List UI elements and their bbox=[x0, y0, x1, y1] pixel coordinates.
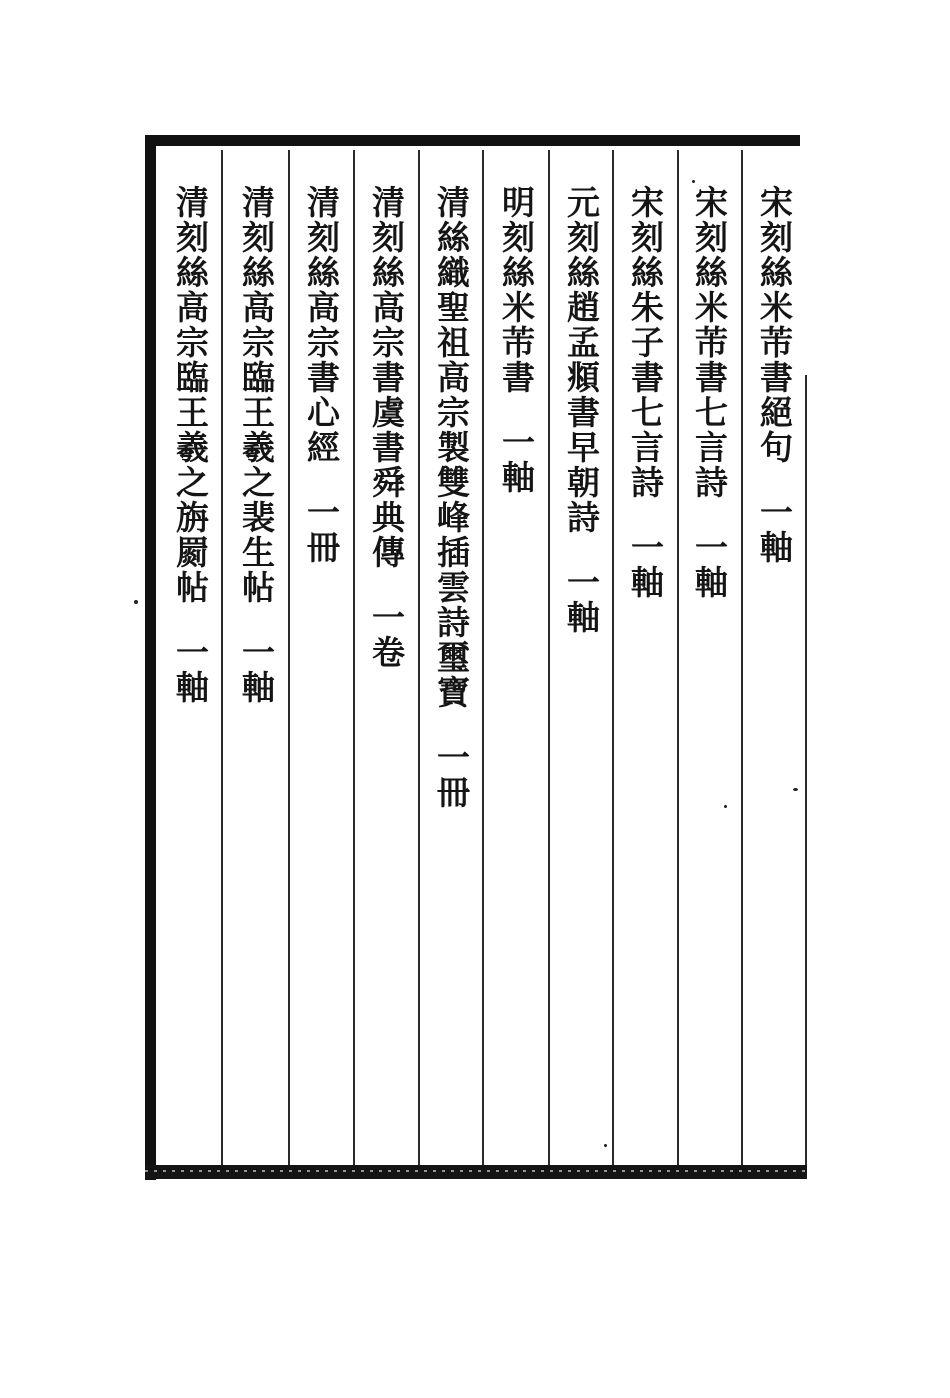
ink-speck bbox=[724, 805, 727, 808]
column-divider bbox=[741, 150, 743, 1165]
ink-speck bbox=[692, 180, 695, 183]
entry-line bbox=[368, 185, 404, 670]
entry-quantity: 一軸 bbox=[562, 565, 601, 635]
column-divider bbox=[353, 150, 355, 1165]
entry-title: 宋刻絲米芾書七言詩 bbox=[690, 185, 729, 500]
column-divider bbox=[288, 150, 290, 1165]
entry-title: 清絲織聖祖高宗製雙峰插雲詩璽寶 bbox=[432, 185, 471, 710]
entry-quantity: 一軸 bbox=[690, 530, 729, 600]
entry-line bbox=[691, 185, 727, 600]
entry-title: 元刻絲趙孟頫書早朝詩 bbox=[562, 185, 601, 535]
entry-title: 明刻絲米芾書 bbox=[497, 185, 536, 395]
column-divider bbox=[612, 150, 614, 1165]
entry-quantity: 一卷 bbox=[367, 600, 406, 670]
entry-quantity: 一軸 bbox=[237, 635, 276, 705]
column-divider bbox=[548, 150, 550, 1165]
ink-speck bbox=[793, 788, 798, 791]
entry-line bbox=[756, 185, 792, 565]
top-border bbox=[145, 135, 800, 146]
entry-title: 宋刻絲米芾書絕句 bbox=[755, 185, 794, 465]
entry-line bbox=[172, 185, 208, 705]
entry-quantity: 一軸 bbox=[171, 635, 210, 705]
ink-speck bbox=[604, 1144, 607, 1147]
column-divider bbox=[677, 150, 679, 1165]
entry-line bbox=[433, 185, 469, 810]
entry-title: 清刻絲高宗臨王羲之裴生帖 bbox=[237, 185, 276, 605]
right-edge-line bbox=[805, 375, 807, 1165]
column-divider bbox=[418, 150, 420, 1165]
entry-title: 宋刻絲朱子書七言詩 bbox=[626, 185, 665, 500]
entry-title: 清刻絲高宗書心經 bbox=[302, 185, 341, 465]
entry-title: 清刻絲高宗書虞書舜典傳 bbox=[367, 185, 406, 570]
left-border bbox=[145, 140, 156, 1180]
ink-speck bbox=[134, 600, 138, 604]
entry-quantity: 一軸 bbox=[755, 495, 794, 565]
entry-line bbox=[498, 185, 534, 495]
bottom-border bbox=[145, 1165, 807, 1179]
column-divider bbox=[221, 150, 223, 1165]
entry-quantity: 一軸 bbox=[626, 530, 665, 600]
entry-quantity: 一冊 bbox=[302, 495, 341, 565]
entry-quantity: 一軸 bbox=[497, 425, 536, 495]
entry-line bbox=[563, 185, 599, 635]
entry-line bbox=[303, 185, 339, 565]
entry-line bbox=[238, 185, 274, 705]
entry-quantity: 一冊 bbox=[432, 740, 471, 810]
entry-line bbox=[627, 185, 663, 600]
entry-title: 清刻絲高宗臨王羲之旃罽帖 bbox=[171, 185, 210, 605]
column-divider bbox=[482, 150, 484, 1165]
